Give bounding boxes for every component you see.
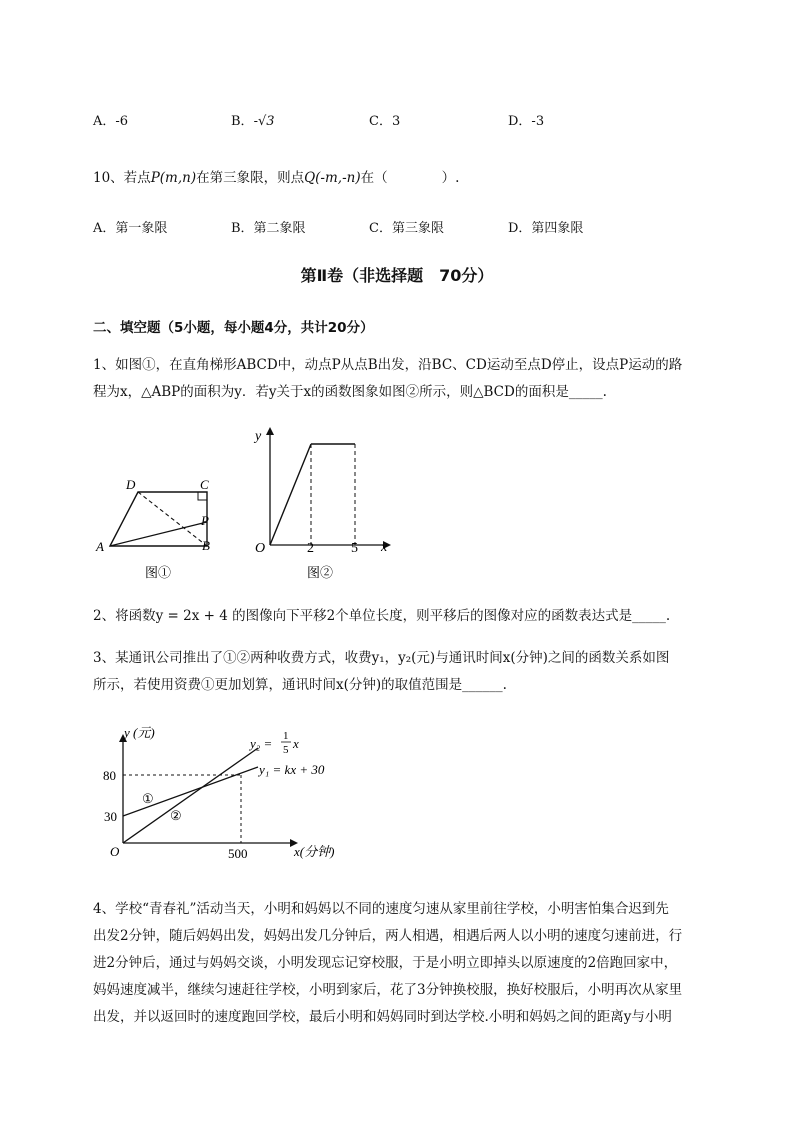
fig3-origin: O [110,844,120,859]
fig3-circle-1: ① [142,791,154,806]
fig2-y-label: y [255,429,262,444]
fig2-segment-rise [270,444,311,545]
segment-ap [110,522,207,546]
p1-line2: 程为x，△ABP的面积为y．若y关于x的函数图象如图②所示，则△BCD的面积是_____. [93,384,607,400]
q10-suffix: 在（ ）. [360,170,460,186]
label-p: P [201,513,209,528]
fig3-x-axis-label: x(分钟) [294,844,335,859]
fig2-tick-2: 2 [307,541,314,556]
p3-line2: 所示，若使用资费①更加划算，通讯时间x(分钟)的取值范围是______. [93,677,507,693]
fig3-frac-x: x [293,736,299,751]
p4-line2: 出发2分钟，随后妈妈出发，妈妈出发几分钟后，两人相遇，相遇后两人以小明的速度匀速前进，行 [93,928,683,944]
label-d: D [126,477,136,492]
fig3-label-y1: y₁ = kx + 30 [259,762,325,777]
q10-mid: 在第三象限，则点 [196,170,305,186]
q10-question [93,166,459,186]
q10-point-p: P(m,n) [150,170,197,186]
q9-option-b [231,110,275,129]
fig3-tick-500: 500 [228,846,248,861]
q10-option-b: B．第二象限 [231,221,306,236]
label-a: A [96,539,104,554]
fig2-x-label: x [381,540,388,555]
fig2-tick-5: 5 [351,541,358,556]
fig3-y-axis-label: y (元) [124,725,155,740]
q10-point-q: Q(-m,-n) [304,170,361,186]
fig2-origin: O [255,541,266,556]
fig3-frac-den: 5 [283,744,289,756]
p2-text: 2、将函数y = 2x + 4 的图像向下平移2个单位长度，则平移后的图像对应的函数表达式是_____. [93,608,671,624]
fig3-frac-num: 1 [283,730,289,742]
q10-option-d: D．第四象限 [508,221,584,236]
p1-line1: 1、如图①，在直角梯形ABCD中，动点P从点B出发，沿BC、CD运动至点D停止，设点P运动的路 [93,357,683,373]
p3-line1: 3、某通讯公司推出了①②两种收费方式，收费y₁，y₂(元)与通讯时间x(分钟)之间的函数关系如图 [93,650,670,666]
fig3-tick-80: 80 [103,768,116,783]
right-angle-mark [198,492,207,500]
fig3-tick-30: 30 [104,809,117,824]
p4-line4: 妈妈速度减半，继续匀速赶往学校，小明到家后，花了3分钟换校服，换好校服后，小明再次从家里 [93,982,683,998]
segment-db-dashed [138,492,207,546]
trapezoid-outline [110,492,207,546]
q10-prefix: 10、若点 [93,170,151,186]
fig2-y-arrow [266,427,274,435]
fig2-caption: 图② [307,565,334,580]
part2-title: 第Ⅱ卷（非选择题 70分） [300,266,494,285]
p4-line5: 出发，并以返回时的速度跑回学校，最后小明和妈妈同时到达学校.小明和妈妈之间的距离y与小明 [93,1009,672,1025]
figure-1-trapezoid [90,470,225,585]
fig3-circle-2: ② [170,808,182,823]
p4-line1: 4、学校“青春礼”活动当天，小明和妈妈以不同的速度匀速从家里前往学校，小明害怕集合迟到先 [93,901,669,917]
q9-option-a: A．-6 [93,114,129,129]
q9-option-c: C．3 [369,114,401,129]
figure-3-fee-graph [102,720,362,865]
label-b: B [202,538,210,553]
q10-option-c: C．第三象限 [369,221,444,236]
q9-option-b-value: -√3 [253,114,275,129]
q9-option-d: D．-3 [508,114,545,129]
q10-option-a: A．第一象限 [93,221,168,236]
fig1-caption: 图① [145,565,172,580]
figure-2-graph [245,425,400,585]
p4-line3: 进2分钟后，通过与妈妈交谈，小明发现忘记穿校服，于是小明立即掉头以原速度的2倍跑回家中， [93,955,678,971]
label-c: C [200,477,209,492]
fig3-label-y2: y₂ = [250,736,273,751]
section-heading: 二、填空题（5小题，每小题4分，共计20分） [93,320,374,336]
q9-option-b-prefix: B． [231,114,254,129]
